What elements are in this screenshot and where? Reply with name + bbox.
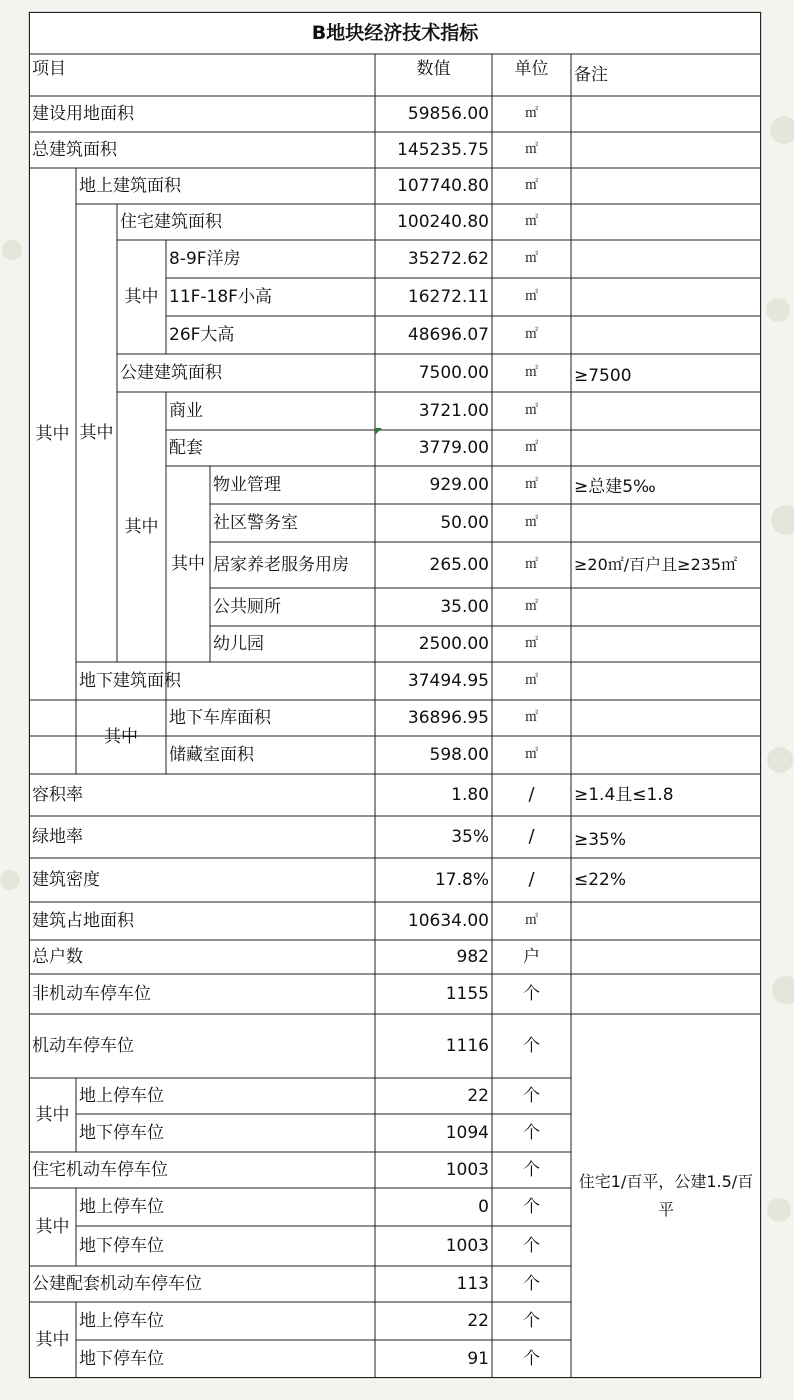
row-value: 35272.62 [407, 249, 489, 269]
row-unit: ㎡ [524, 142, 538, 157]
row-label: 配套 [169, 438, 203, 458]
row-unit: 个 [523, 1123, 540, 1143]
row-label: 26F大高 [169, 325, 235, 345]
row-label: 容积率 [32, 785, 83, 805]
row-label: 地上停车位 [79, 1086, 164, 1106]
group-label: 其中 [35, 424, 70, 444]
row-label: 总户数 [32, 947, 83, 967]
row-label: 幼儿园 [213, 634, 264, 654]
row-value: 3779.00 [418, 438, 489, 458]
row-label: 储藏室面积 [169, 745, 254, 765]
row-unit: ㎡ [524, 557, 538, 572]
row-unit: 个 [523, 1197, 540, 1217]
row-note: ≤22% [574, 870, 627, 890]
row-value: 17.8% [434, 870, 489, 890]
row-unit: 个 [523, 1236, 540, 1256]
row-value: 0 [478, 1197, 489, 1217]
row-unit: / [528, 826, 535, 847]
row-value: 3721.00 [418, 401, 489, 421]
row-unit: ㎡ [524, 599, 538, 614]
indicator-table [29, 12, 761, 1378]
row-unit: 个 [523, 1311, 540, 1331]
row-label: 建筑占地面积 [32, 911, 134, 931]
row-label: 建筑密度 [32, 870, 100, 890]
row-unit: ㎡ [524, 214, 538, 229]
row-value: 982 [456, 947, 489, 967]
row-label: 住宅机动车停车位 [32, 1160, 168, 1180]
row-value: 16272.11 [407, 287, 489, 307]
row-unit: ㎡ [524, 673, 538, 688]
row-unit: 个 [523, 1274, 540, 1294]
group-label: 其中 [124, 517, 159, 537]
row-label: 公共厕所 [213, 597, 281, 617]
row-label: 地下停车位 [79, 1123, 164, 1143]
group-label: 其中 [35, 1330, 70, 1350]
row-label: 非机动车停车位 [32, 984, 151, 1004]
row-note: ≥总建5‰ [574, 477, 656, 497]
row-value: 145235.75 [397, 140, 489, 160]
row-unit: ㎡ [524, 747, 538, 762]
group-label: 其中 [171, 554, 205, 574]
row-value: 37494.95 [407, 671, 489, 691]
row-unit: ㎡ [524, 477, 538, 492]
row-note: ≥7500 [574, 366, 632, 386]
row-label: 绿地率 [32, 827, 83, 847]
row-label: 地下车库面积 [169, 708, 271, 728]
header-unit: 单位 [514, 59, 549, 79]
row-unit: ㎡ [524, 515, 538, 530]
row-value: 113 [456, 1274, 489, 1294]
row-label: 8-9F洋房 [169, 249, 241, 269]
row-label: 机动车停车位 [32, 1036, 134, 1056]
group-label: 其中 [79, 423, 114, 443]
group-label: 其中 [104, 727, 138, 747]
row-label: 地下停车位 [79, 1349, 164, 1369]
header-value: 数值 [416, 59, 451, 79]
group-label: 其中 [35, 1217, 70, 1237]
row-value: 1155 [445, 984, 489, 1004]
row-unit: / [528, 869, 535, 890]
row-value: 2500.00 [418, 634, 489, 654]
row-unit: ㎡ [524, 636, 538, 651]
row-unit: ㎡ [524, 710, 538, 725]
row-unit: ㎡ [524, 913, 538, 928]
row-value: 107740.80 [397, 176, 489, 196]
row-value: 91 [467, 1349, 489, 1369]
row-value: 36896.95 [407, 708, 489, 728]
row-label: 地下停车位 [79, 1236, 164, 1256]
row-value: 22 [467, 1311, 489, 1331]
row-unit: 个 [523, 1086, 540, 1106]
row-value: 598.00 [429, 745, 489, 765]
row-value: 1094 [445, 1123, 489, 1143]
row-value: 35.00 [440, 597, 489, 617]
row-value: 1.80 [451, 785, 489, 805]
header-note: 备注 [574, 65, 608, 85]
table-title: B地块经济技术指标 [311, 22, 479, 44]
row-label: 住宅建筑面积 [120, 212, 222, 232]
row-unit: ㎡ [524, 365, 538, 380]
row-unit: ㎡ [524, 327, 538, 342]
group-label: 其中 [124, 287, 159, 307]
header-item: 项目 [32, 59, 66, 79]
row-unit: ㎡ [524, 251, 538, 266]
group-label: 其中 [35, 1105, 70, 1125]
row-label: 社区警务室 [213, 513, 298, 533]
row-value: 265.00 [429, 555, 489, 575]
row-note: ≥1.4且≤1.8 [574, 785, 674, 805]
row-label: 建设用地面积 [32, 104, 134, 124]
row-unit: 个 [523, 984, 540, 1004]
row-label: 11F-18F小高 [169, 287, 272, 307]
row-value: 35% [451, 827, 489, 847]
row-unit: / [528, 784, 535, 805]
row-value: 48696.07 [407, 325, 489, 345]
row-value: 59856.00 [407, 104, 489, 124]
row-note: ≥35% [574, 830, 627, 850]
parking-note: 住宅1/百平，公建1.5/百平 [578, 1172, 754, 1219]
row-unit: 个 [523, 1036, 540, 1056]
row-label: 商业 [169, 401, 203, 421]
row-value: 1003 [445, 1160, 489, 1180]
row-label: 公建建筑面积 [120, 363, 222, 383]
row-unit: ㎡ [524, 106, 538, 121]
row-value: 929.00 [429, 475, 489, 495]
row-note: ≥20㎡/百户且≥235㎡ [574, 555, 738, 574]
row-unit: ㎡ [524, 403, 538, 418]
row-value: 50.00 [440, 513, 489, 533]
row-value: 1003 [445, 1236, 489, 1256]
row-label: 总建筑面积 [32, 140, 117, 160]
row-unit: ㎡ [524, 289, 538, 304]
row-label: 地上停车位 [79, 1311, 164, 1331]
row-unit: 个 [523, 1349, 540, 1369]
row-label: 地上建筑面积 [79, 176, 181, 196]
row-value: 1116 [445, 1036, 489, 1056]
row-value: 100240.80 [397, 212, 489, 232]
row-label: 地上停车位 [79, 1197, 164, 1217]
row-unit: ㎡ [524, 178, 538, 193]
row-value: 7500.00 [418, 363, 489, 383]
row-label: 居家养老服务用房 [213, 555, 349, 575]
row-unit: 户 [523, 947, 540, 967]
row-unit: ㎡ [524, 440, 538, 455]
row-label: 地下建筑面积 [79, 671, 181, 691]
row-unit: 个 [523, 1160, 540, 1180]
row-value: 22 [467, 1086, 489, 1106]
row-value: 10634.00 [407, 911, 489, 931]
row-label: 公建配套机动车停车位 [32, 1274, 202, 1294]
row-label: 物业管理 [213, 475, 281, 495]
